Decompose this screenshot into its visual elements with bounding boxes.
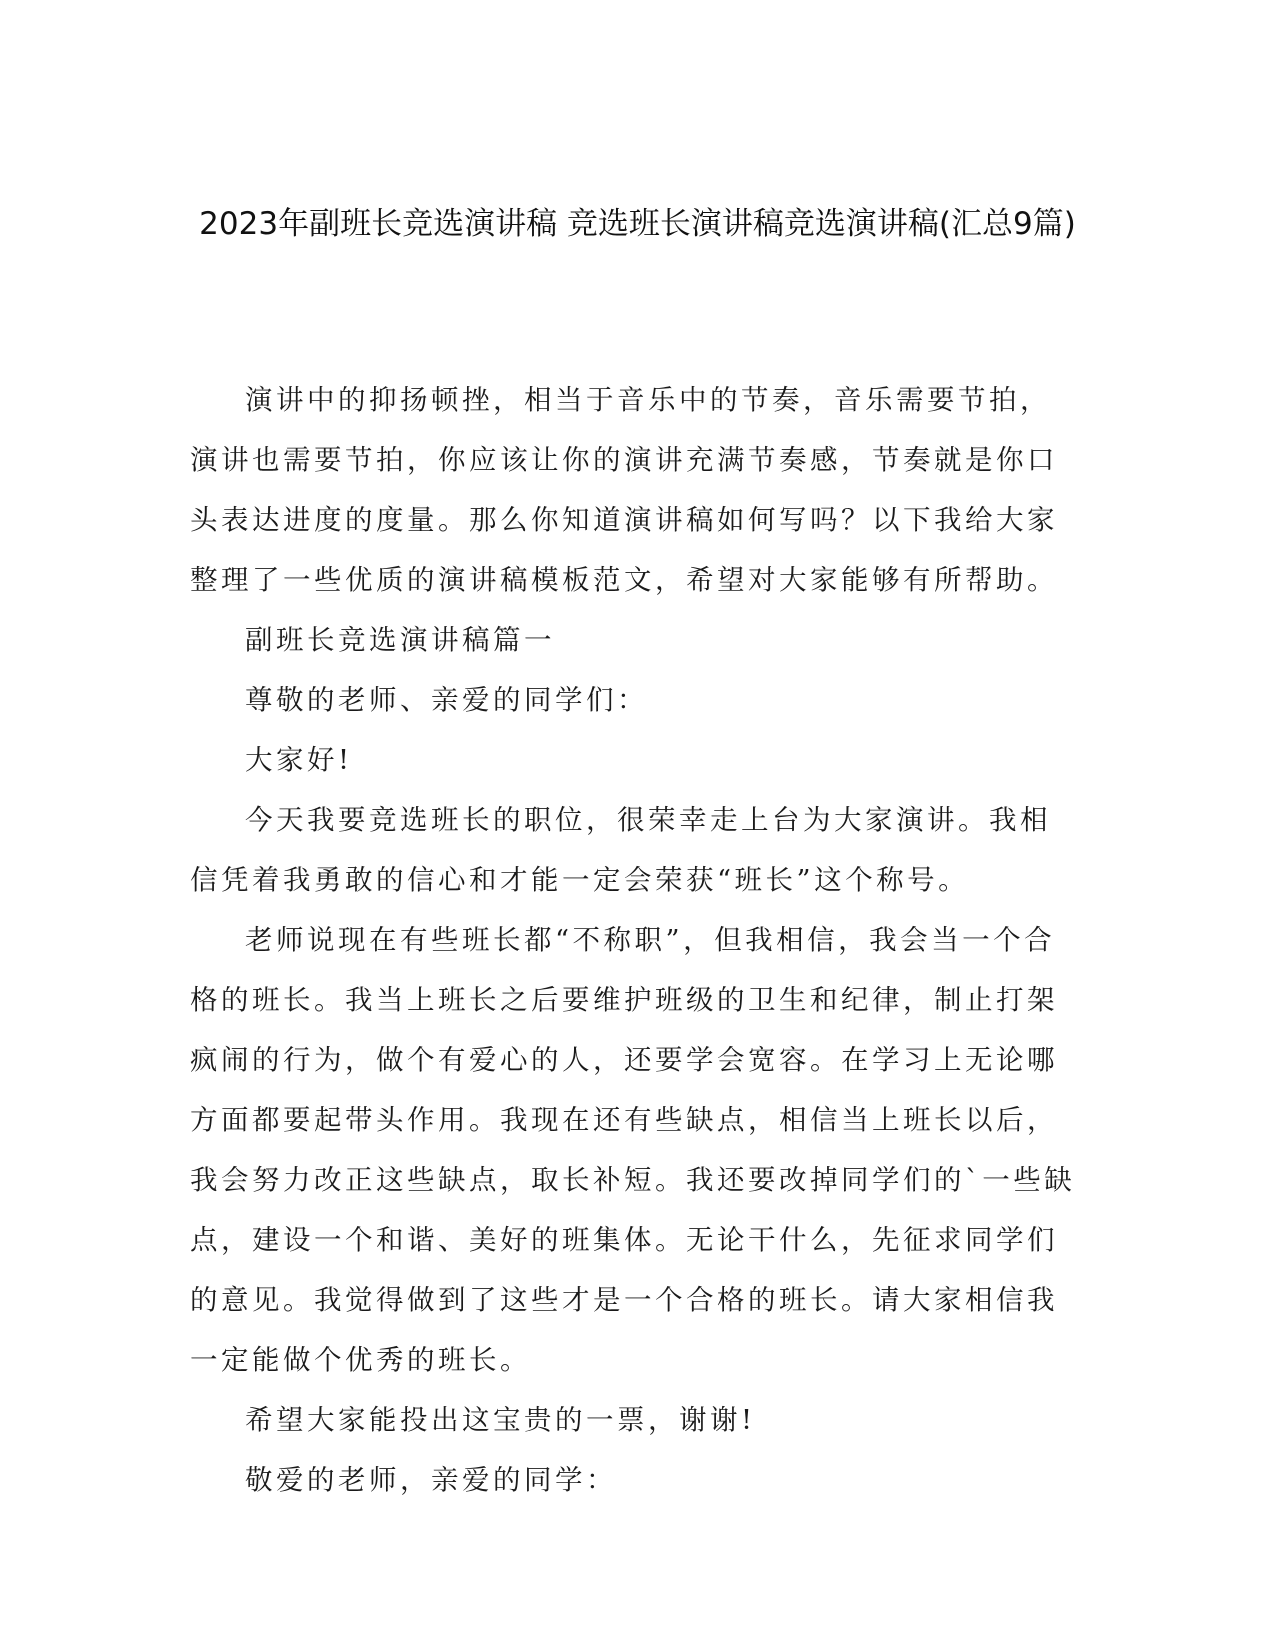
- body-paragraph: 今天我要竞选班长的职位，很荣幸走上台为大家演讲。我相信凭着我勇敢的信心和才能一定会荣获“班长”这个称号。: [190, 804, 1051, 896]
- salutation: 尊敬的老师、亲爱的同学们：: [245, 684, 648, 716]
- section-heading: 副班长竞选演讲稿篇一: [245, 624, 555, 656]
- body-paragraph: 老师说现在有些班长都“不称职”，但我相信，我会当一个合格的班长。我当上班长之后要维护班级的卫生和纪律，制止打架疯闹的行为，做个有爱心的人，还要学会宽容。在学习上无论哪方面都要起带头作用。我现在还有些缺点，相信当上班长以后，我会努力改正这些缺点，取长补短。我还要改掉同学们的`一些缺点，建设一个和谐、美好的班集体。无论干什么，先征求同学们的意见。我觉得做到了这些才是一个合格的班长。请大家相信我一定能做个优秀的班长。: [190, 924, 1076, 1376]
- intro-paragraph: 演讲中的抑扬顿挫，相当于音乐中的节奏，音乐需要节拍，演讲也需要节拍，你应该让你的演讲充满节奏感，节奏就是你口头表达进度的度量。那么你知道演讲稿如何写吗？以下我给大家整理了一些优质的演讲稿模板范文，希望对大家能够有所帮助。: [190, 384, 1058, 596]
- greeting: 大家好!: [245, 744, 353, 776]
- closing-line: 希望大家能投出这宝贵的一票，谢谢!: [245, 1404, 756, 1436]
- document-body: [190, 370, 1080, 1510]
- document-title: 2023年副班长竞选演讲稿 竞选班长演讲稿竞选演讲稿(汇总9篇): [199, 206, 1076, 242]
- salutation: 敬爱的老师，亲爱的同学：: [245, 1464, 617, 1496]
